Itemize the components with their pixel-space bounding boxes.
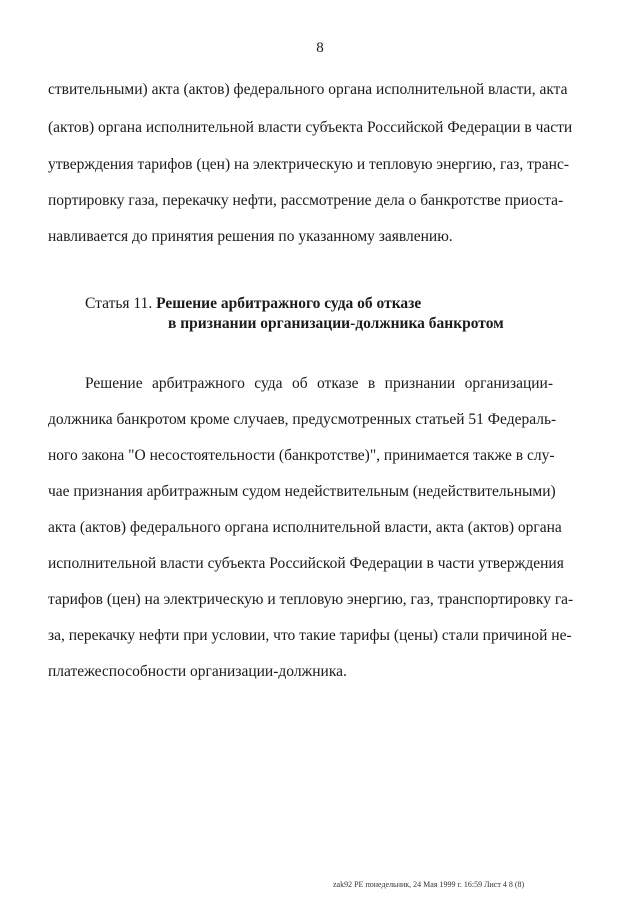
page-number: 8 <box>316 40 324 56</box>
document-footer: zak92 PE понедельник, 24 Мая 1999 г. 16:59 Лист 4 8 (8) <box>333 880 525 889</box>
article-number: Статья 11. <box>85 295 153 312</box>
paragraph-line: утверждения тарифов (цен) на электрическую и тепловую энергию, газ, транс- <box>48 156 570 173</box>
paragraph-line: исполнительной власти субъекта Российской Федерации в части утверждения <box>48 555 564 572</box>
paragraph-line: ного закона "О несостоятельности (банкротстве)", принимается также в слу- <box>48 447 555 464</box>
article-title-line-1: Решение арбитражного суда об отказе <box>156 295 422 312</box>
article-title-line-2: в признании организации-должника банкротом <box>168 315 504 332</box>
paragraph-line: навливается до принятия решения по указанному заявлению. <box>48 228 453 245</box>
paragraph-line: ствительными) акта (актов) федерального органа исполнительной власти, акта <box>48 81 568 98</box>
paragraph-line: Решение арбитражного суда об отказе в признании организации- <box>85 375 553 392</box>
paragraph-line: портировку газа, перекачку нефти, рассмотрение дела о банкротстве приоста- <box>48 192 564 209</box>
paragraph-line: за, перекачку нефти при условии, что такие тарифы (цены) стали причиной не- <box>48 627 572 644</box>
paragraph-line: чае признания арбитражным судом недействительным (недействительными) <box>48 483 556 500</box>
paragraph-line: платежеспособности организации-должника. <box>48 663 347 680</box>
paragraph-line: должника банкротом кроме случаев, предусмотренных статьей 51 Федераль- <box>48 411 557 428</box>
paragraph-line: тарифов (цен) на электрическую и тепловую энергию, газ, транспортировку га- <box>48 591 574 608</box>
paragraph-line: акта (актов) федерального органа исполнительной власти, акта (актов) органа <box>48 519 562 536</box>
paragraph-line: (актов) органа исполнительной власти субъекта Российской Федерации в части <box>48 119 573 136</box>
